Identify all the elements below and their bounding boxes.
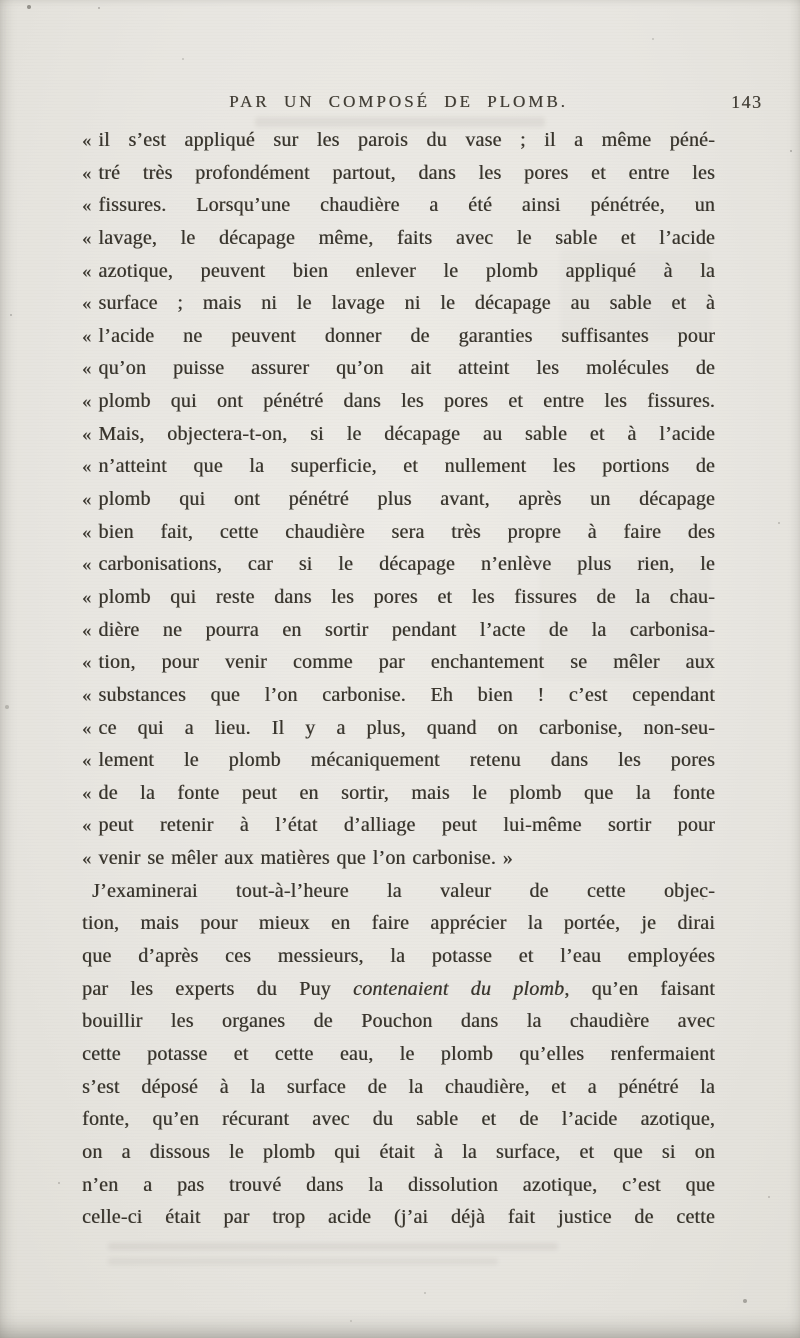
italic-phrase: contenaient du plomb (353, 977, 565, 1000)
guillemet-open-icon: « (82, 684, 92, 705)
paragraph-line (82, 1071, 715, 1104)
paragraph-line-text: cette potasse et cette eau, le plomb qu’elles renfermaient (82, 1042, 715, 1065)
quote-line-text: substances que l’on carbonise. Eh bien ! c’est cependant (98, 683, 715, 706)
quote-line-text: ce qui a lieu. Il y a plus, quand on carbonise, non-seu- (98, 716, 715, 739)
paper-specks (0, 0, 2, 2)
paragraph-line-text: J’examinerai tout-à-l’heure la valeur de cette objec- (92, 879, 715, 902)
paragraph-line-text: s’est déposé à la surface de la chaudière, et a pénétré la (82, 1075, 715, 1098)
paragraph-line (82, 973, 715, 1006)
quote-line-text: peut retenir à l’état d’alliage peut lui-même sortir pour (98, 814, 715, 837)
guillemet-open-icon: « (82, 586, 92, 607)
paragraph-line-text: n’en a pas trouvé dans la dissolution azotique, c’est que (82, 1173, 715, 1196)
paragraph-line-text: bouillir les organes de Pouchon dans la chaudière avec (82, 1010, 715, 1033)
quote-line-text: n’atteint que la superficie, et nullement les portions de (98, 455, 715, 478)
quote-line-text: tion, pour venir comme par enchantement se mêler aux (98, 651, 715, 674)
guillemet-open-icon: « (82, 815, 92, 836)
guillemet-open-icon: « (82, 619, 92, 640)
guillemet-open-icon: « (82, 489, 92, 510)
quote-line (82, 809, 715, 842)
paragraph-line (82, 1103, 715, 1136)
paragraph-line (82, 875, 715, 908)
quote-line (82, 385, 715, 418)
quote-line (82, 352, 715, 385)
quote-line (82, 222, 715, 255)
paragraph-line (82, 1169, 715, 1202)
paragraph-line-text: tion, mais pour mieux en faire apprécier la portée, je dirai (82, 912, 715, 935)
quote-line-text: l’acide ne peuvent donner de garanties suffisantes pour (98, 324, 715, 347)
guillemet-open-icon: « (82, 130, 92, 150)
quote-line (82, 712, 715, 745)
guillemet-open-icon: « (82, 358, 92, 379)
guillemet-open-icon: « (82, 325, 92, 346)
quote-line-text: plomb qui ont pénétré plus avant, après un décapage (98, 488, 715, 511)
guillemet-open-icon: « (82, 717, 92, 738)
paragraph-line (82, 1005, 715, 1038)
quote-line-text: qu’on puisse assurer qu’on ait atteint les molécules de (98, 357, 715, 380)
quote-line (82, 320, 715, 353)
paragraph-line-text: fonte, qu’en récurant avec du sable et de l’acide azotique, (82, 1108, 715, 1131)
guillemet-open-icon: « (82, 391, 92, 412)
quote-line (82, 157, 715, 190)
paragraph-line-text: on a dissous le plomb qui était à la surface, et que si on (82, 1140, 715, 1163)
guillemet-open-icon: « (82, 423, 92, 444)
quote-line-text: dière ne pourra en sortir pendant l’acte de la carbonisa- (98, 618, 715, 641)
quote-line (82, 516, 715, 549)
quote-line (82, 189, 715, 222)
quote-line (82, 548, 715, 581)
guillemet-open-icon: « (82, 456, 92, 477)
quote-line-text: fissures. Lorsqu’une chaudière a été ainsi pénétrée, un (98, 194, 715, 217)
quote-line (82, 646, 715, 679)
guillemet-open-icon: « (82, 227, 92, 248)
quote-line-text: Mais, objectera-t-on, si le décapage au sable et à l’acide (98, 422, 715, 445)
quote-line (82, 842, 715, 875)
running-title: PAR UN COMPOSÉ DE PLOMB. (229, 92, 568, 111)
quote-line-text: lement le plomb mécaniquement retenu dans les pores (98, 749, 715, 772)
guillemet-open-icon: « (82, 782, 92, 803)
paragraph-line (82, 907, 715, 940)
quote-line (82, 483, 715, 516)
quote-line (82, 744, 715, 777)
quote-line-text: carbonisations, car si le décapage n’enlève plus rien, le (98, 553, 715, 576)
guillemet-open-icon: « (82, 848, 92, 869)
paragraph-line (82, 1136, 715, 1169)
quote-line-text: surface ; mais ni le lavage ni le décapage au sable et à (98, 292, 715, 315)
guillemet-open-icon: « (82, 554, 92, 575)
guillemet-open-icon: « (82, 162, 92, 183)
page-body (82, 124, 715, 1234)
paragraph-line-text: que d’après ces messieurs, la potasse et l’eau employées (82, 945, 715, 968)
show-through-smudge (108, 1258, 498, 1265)
quote-line-text: bien fait, cette chaudière sera très propre à faire des (98, 520, 715, 543)
paragraph-line-text: , qu’en faisant (564, 977, 715, 1000)
quote-line-text: il s’est appliqué sur les parois du vase ; il a même péné- (98, 129, 715, 151)
quote-line (82, 287, 715, 320)
quote-line-text: lavage, le décapage même, faits avec le sable et l’acide (98, 226, 715, 249)
quote-line (82, 581, 715, 614)
quote-line-text: de la fonte peut en sortir, mais le plomb que la fonte (98, 781, 715, 804)
guillemet-open-icon: « (82, 521, 92, 542)
show-through-smudge (108, 1243, 558, 1250)
paragraph-line-text: celle-ci était par trop acide (j’ai déjà fait justice de cette (82, 1206, 715, 1229)
guillemet-open-icon: « (82, 293, 92, 314)
quote-line (82, 679, 715, 712)
quote-line-text: venir se mêler aux matières que l’on carbonise. » (98, 847, 513, 870)
quote-line (82, 777, 715, 810)
page-number: 143 (731, 92, 763, 112)
paragraph-line (82, 940, 715, 973)
quote-line-text: plomb qui ont pénétré dans les pores et entre les fissures. (98, 390, 715, 413)
guillemet-open-icon: « (82, 260, 92, 281)
quote-line (82, 124, 715, 157)
quote-line-text: plomb qui reste dans les pores et les fissures de la chau- (98, 585, 715, 608)
quote-line (82, 614, 715, 647)
quote-line-text: azotique, peuvent bien enlever le plomb appliqué à la (98, 259, 715, 282)
quote-line (82, 255, 715, 288)
quote-line (82, 418, 715, 451)
guillemet-open-icon: « (82, 750, 92, 771)
guillemet-open-icon: « (82, 652, 92, 673)
paragraph-line (82, 1201, 715, 1234)
quote-line (82, 450, 715, 483)
guillemet-open-icon: « (82, 195, 92, 216)
paragraph-line-text: par les experts du Puy (82, 977, 354, 1000)
quote-line-text: tré très profondément partout, dans les pores et entre les (98, 161, 715, 184)
page-header (82, 92, 715, 112)
paragraph-line (82, 1038, 715, 1071)
